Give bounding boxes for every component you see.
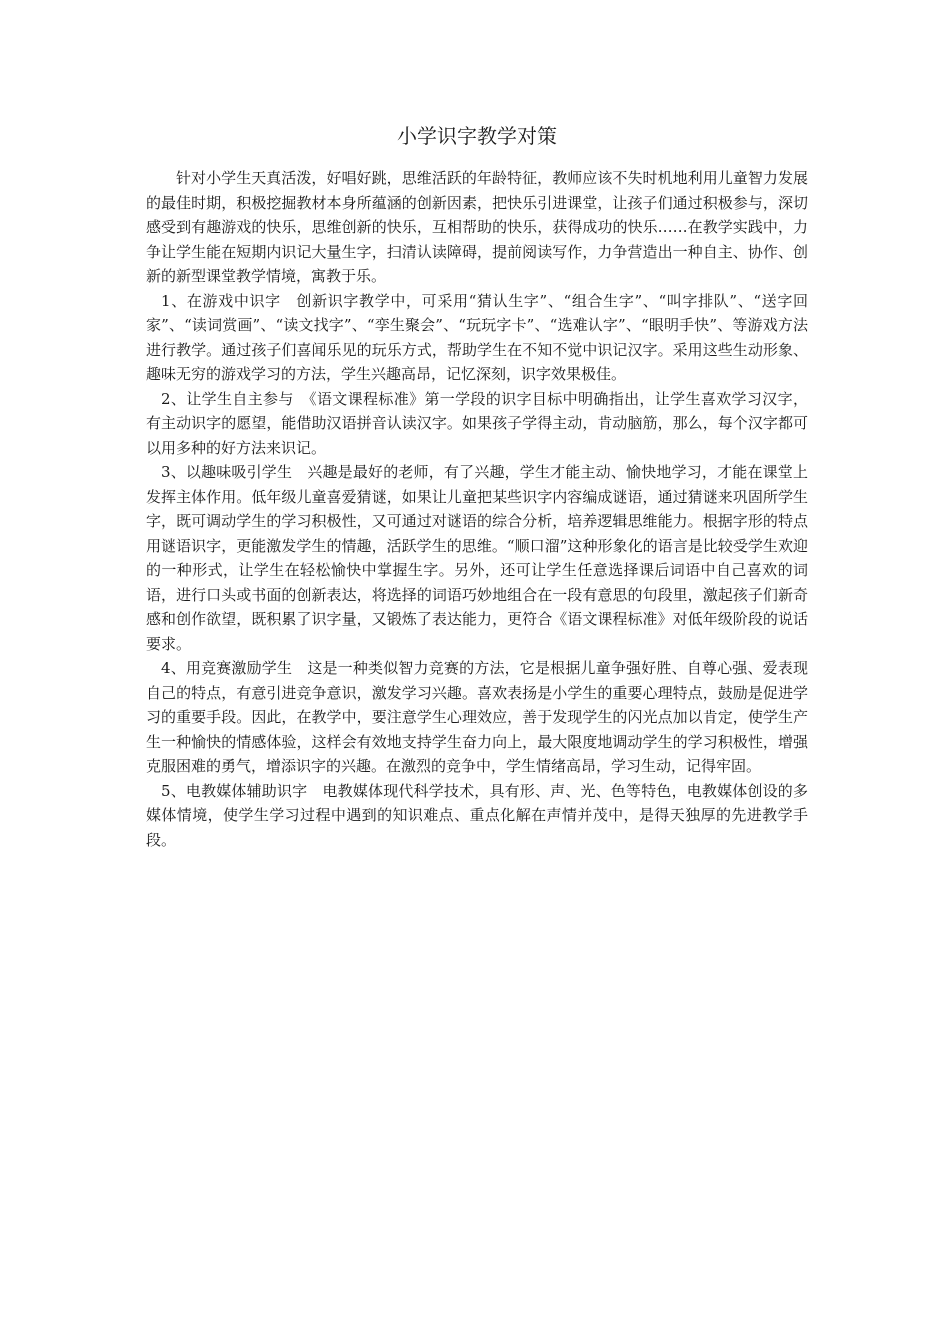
document-title: 小学识字教学对策 bbox=[397, 124, 557, 148]
paragraph-game-literacy: 1、在游戏中识字 创新识字教学中，可采用“猜认生字”、“组合生字”、“叫字排队”、“送字回家”、“读词赏画”、“读文找字”、“孪生聚会”、“玩玩字卡”、“选难认字”、“眼明手快”、等游戏方法进行教学。通过孩子们喜闻乐见的玩乐方式，帮助学生在不知不觉中识记汉字。采用这些生动形象、趣味无穷的游戏学习的方法，学生兴趣高昂，记忆深刻，识字效果极佳。 bbox=[146, 291, 808, 383]
document-page bbox=[146, 118, 808, 852]
paragraph-interest: 3、以趣味吸引学生 兴趣是最好的老师，有了兴趣，学生才能主动、愉快地学习，才能在课堂上发挥主体作用。低年级儿童喜爱猜谜，如果让儿童把某些识字内容编成谜语，通过猜谜来巩固所学生字，既可调动学生的学习积极性，又可通过对谜语的综合分析，培养逻辑思维能力。根据字形的特点用谜语识字，更能激发学生的情趣，活跃学生的思维。“顺口溜”这种形象化的语言是比较受学生欢迎的一种形式，让学生在轻松愉快中掌握生字。另外，还可让学生任意选择课后词语中自己喜欢的词语，进行口头或书面的创新表达，将选择的词语巧妙地组合在一段有意思的句段里，激起孩子们新奇感和创作欲望，既积累了识字量，又锻炼了表达能力，更符合《语文课程标准》对低年级阶段的说话要求。 bbox=[146, 463, 808, 653]
paragraph-competition: 4、用竞赛激励学生 这是一种类似智力竞赛的方法，它是根据儿童争强好胜、自尊心强、爱表现自己的特点，有意引进竞争意识，激发学习兴趣。喜欢表扬是小学生的重要心理特点，鼓励是促进学习的重要手段。因此，在教学中，要注意学生心理效应，善于发现学生的闪光点加以肯定，使学生产生一种愉快的情感体验，这样会有效地支持学生奋力向上，最大限度地调动学生的学习积极性，增强克服困难的勇气，增添识字的兴趣。在激烈的竞争中，学生情绪高昂，学习生动，记得牢固。 bbox=[146, 659, 808, 775]
intro-paragraph: 针对小学生天真活泼，好唱好跳，思维活跃的年龄特征，教师应该不失时机地利用儿童智力发展的最佳时期，积极挖掘教材本身所蕴涵的创新因素，把快乐引进课堂，让孩子们通过积极参与，深切感受到有趣游戏的快乐，思维创新的快乐，互相帮助的快乐，获得成功的快乐……在教学实践中，力争让学生能在短期内识记大量生字，扫清认读障碍，提前阅读写作，力争营造出一种自主、协作、创新的新型课堂教学情境，寓教于乐。 bbox=[146, 169, 808, 285]
paragraph-self-participation: 2、让学生自主参与 《语文课程标准》第一学段的识字目标中明确指出，让学生喜欢学习汉字，有主动识字的愿望，能借助汉语拼音认读汉字。如果孩子学得主动，肯动脑筋，那么，每个汉字都可以用多种的好方法来识记。 bbox=[146, 389, 808, 457]
paragraph-multimedia: 5、电教媒体辅助识字 电教媒体现代科学技术，具有形、声、光、色等特色，电教媒体创设的多媒体情境，使学生学习过程中遇到的知识难点、重点化解在声情并茂中，是得天独厚的先进教学手段。 bbox=[146, 781, 808, 849]
